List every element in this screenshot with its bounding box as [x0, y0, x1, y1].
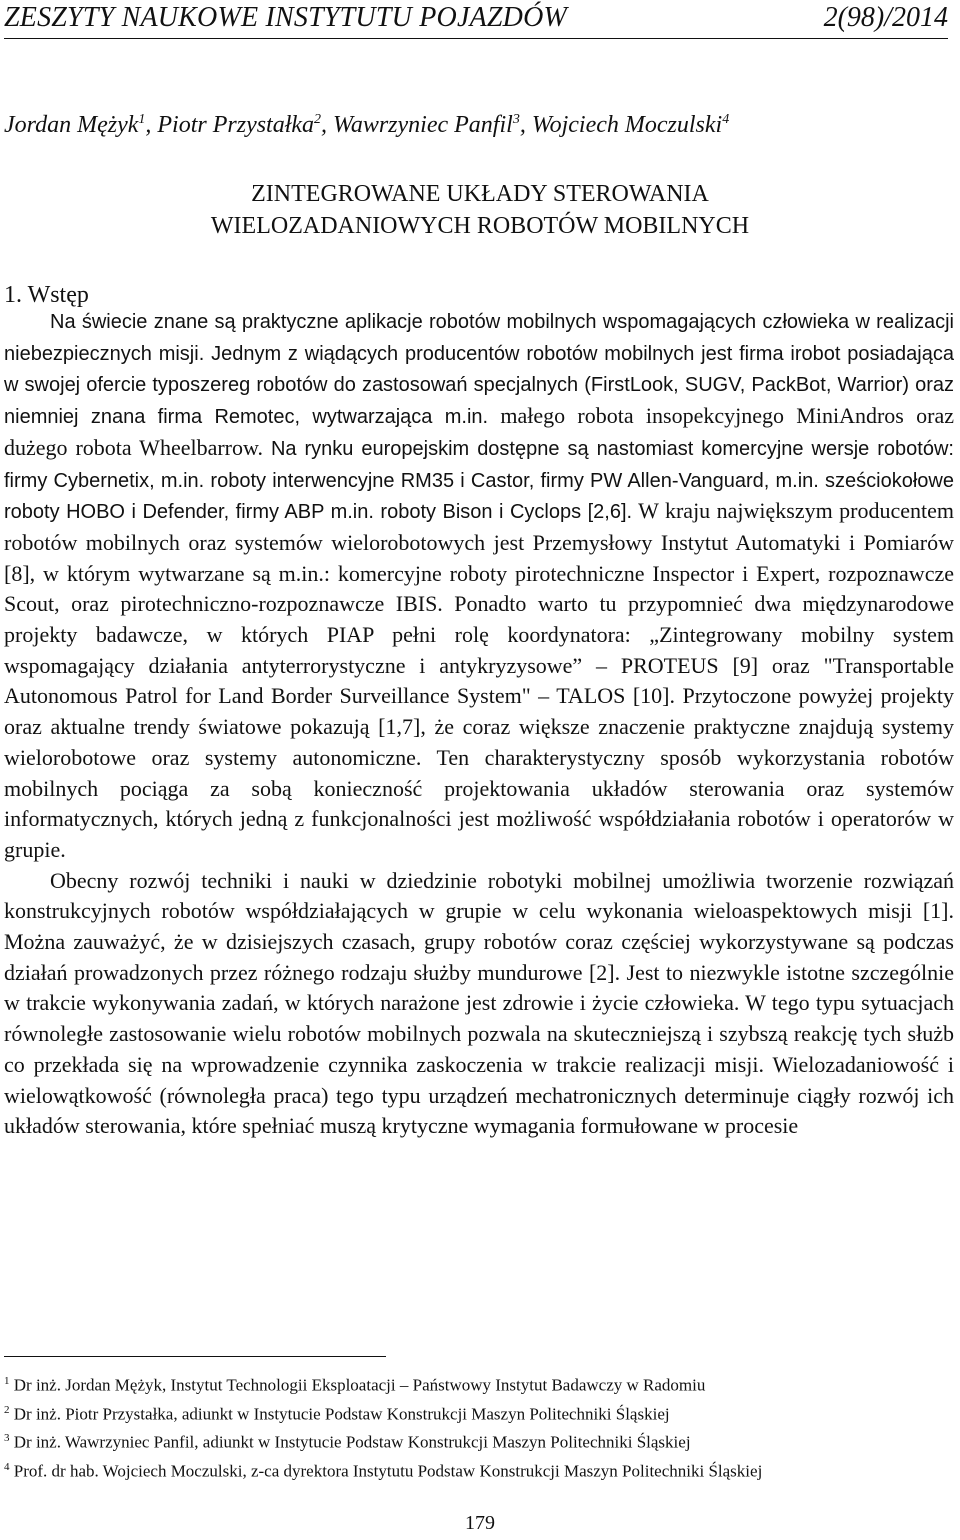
paragraph [4, 306, 954, 866]
footnote-text: Dr inż. Wawrzyniec Panfil, adiunkt w Instytucie Podstaw Konstrukcji Maszyn Politechniki Śląskiej [9, 1432, 691, 1452]
footnote [4, 1455, 954, 1484]
author-affiliation-mark: 4 [722, 112, 730, 127]
author-affiliation-mark: 2 [314, 112, 322, 127]
paragraph-text: Jednym z wiądących producentów robotów mobilnych jest firma irobot posiadająca w swojej ofercie typoszereg robotów do zastosowań specjalnych (FirstLook, SUGV, PackBot, Warrior) oraz niemniej znana firma Remotec, wytwarzająca m.in. [4, 342, 954, 429]
footnote-divider [4, 1356, 386, 1357]
paragraph-text: W kraju największym producentem robotów mobilnych oraz systemów wielorobotowych jest Przemysłowy Instytut Automatyki i Pomiarów [8], w którym wytwarzane są m.in.: komercyjne roboty pirotechniczne Inspector i Expert, rozpoznawcze Scout, oraz pirotechniczno-rozpoznawcze IBIS. Ponadto warto tu przypomnieć dwa międzynarodowe projekty badawcze, w których PIAP pełni rolę koordynatora: „Zintegrowany mobilny system wspomagający działania antyterrorystyczne i antykryzysowe” – PROTEUS [9] oraz "Transportable Autonomous Patrol for Land Border Surveillance System" – TALOS [10]. Przytoczone powyżej projekty oraz aktualne trendy światowe pokazują [1,7], że coraz większe znaczenie praktyczne znajdują systemy wielorobotowe oraz systemy autonomiczne. Ten charakterystyczny sposób wykorzystania robotów mobilnych pociąga za sobą konieczność projektowania układów sterowania oraz systemów informatycznych, których jedną z funkcjonalności jest możliwość współdziałania robotów i operatorów w grupie. [4, 498, 955, 862]
footnote-number: 2 [4, 1403, 10, 1416]
footnote [4, 1369, 954, 1398]
author-separator: , [519, 112, 532, 138]
paper-title [0, 178, 960, 242]
author-name: Wojciech Moczulski [531, 112, 723, 138]
footnote-text: Dr inż. Jordan Mężyk, Instytut Technologii Eksploatacji – Państwowy Instytut Badawczy w Radomiu [9, 1375, 706, 1395]
section-heading: 1. Wstęp [4, 282, 89, 308]
footnote-text: Dr inż. Piotr Przystałka, adiunkt w Instytucie Podstaw Konstrukcji Maszyn Politechniki Śląskiej [9, 1404, 670, 1424]
footnote [4, 1426, 954, 1455]
author-affiliation-mark: 1 [138, 112, 146, 127]
author-name: Jordan Mężyk [4, 112, 139, 138]
author-list [4, 112, 729, 139]
footnote-number: 1 [4, 1375, 10, 1387]
paragraph-text: Na rynku europejskim dostępne są nastomiast komercyjne wersje robotów: firmy Cybernetix, m.in. roboty interwencyjne RM35 i Castor, firmy PW Allen-Vanguard, m.in. sześciokołowe roboty HOBO i Defender, firmy ABP m.in. roboty Bison i Cyclops [2,6]. [4, 437, 954, 524]
paper-title-line: ZINTEGROWANE UKŁADY STEROWANIA [251, 181, 709, 207]
running-header [4, 2, 948, 39]
paragraph: Obecny rozwój techniki i nauki w dziedzinie robotyki mobilnej umożliwia tworzenie rozwiązań konstrukcyjnych robotów współdziałających w grupie w celu wykonania wieloaspektowych misji [1]. Można zauważyć, że w dzisiejszych czasach, grupy robotów coraz częściej wykorzystywane są podczas działań prowadzonych przez różnego rodzaju służby mundurowe [2]. Jest to niezwykle istotne szczególnie w trakcie wykonywania zadań, w których narażone jest zdrowie i życie człowieka. W tego typu sytuacjach równoległe zastosowanie wielu robotów mobilnych pozwala na skuteczniejszą i szybszą reakcję tych służb co przekłada się na wprowadzenie czynnika zaskoczenia w trakcie realizacji misji. Wielozadaniowość i wielowątkowość (równoległa praca) tego typu urządzeń mechatronicznych determinuje ciągły rozwój ich układów sterowania, które spełniać muszą krytyczne wymagania formułowane w procesie [4, 867, 954, 1139]
paragraph-text: małego robota insopekcyjnego MiniAndros oraz dużego robota Wheelbarrow. [4, 403, 954, 460]
footnotes [4, 1369, 954, 1484]
journal-issue: 2(98)/2014 [823, 2, 948, 33]
paper-title-line: WIELOZADANIOWYCH ROBOTÓW MOBILNYCH [210, 213, 750, 239]
footnote-text: Prof. dr hab. Wojciech Moczulski, z-ca dyrektora Instytutu Podstaw Konstrukcji Maszyn Politechniki Śląskiej [9, 1461, 763, 1481]
journal-title: ZESZYTY NAUKOWE INSTYTUTU POJAZDÓW [4, 2, 568, 33]
author-affiliation-mark: 3 [512, 112, 520, 127]
author-separator: , [321, 112, 334, 138]
author-name: Piotr Przystałka [157, 112, 315, 138]
author-name: Wawrzyniec Panfil [333, 112, 513, 138]
page-number: 179 [465, 1512, 495, 1534]
footnote [4, 1398, 954, 1427]
author-separator: , [145, 112, 158, 138]
paragraph-text: Na świecie znane są praktyczne aplikacje robotów mobilnych wspomagających człowieka w realizacji niebezpiecznych misji. [4, 311, 954, 365]
footnote-number: 4 [4, 1460, 10, 1473]
body-text [4, 306, 954, 1142]
footnote-number: 3 [4, 1432, 10, 1445]
